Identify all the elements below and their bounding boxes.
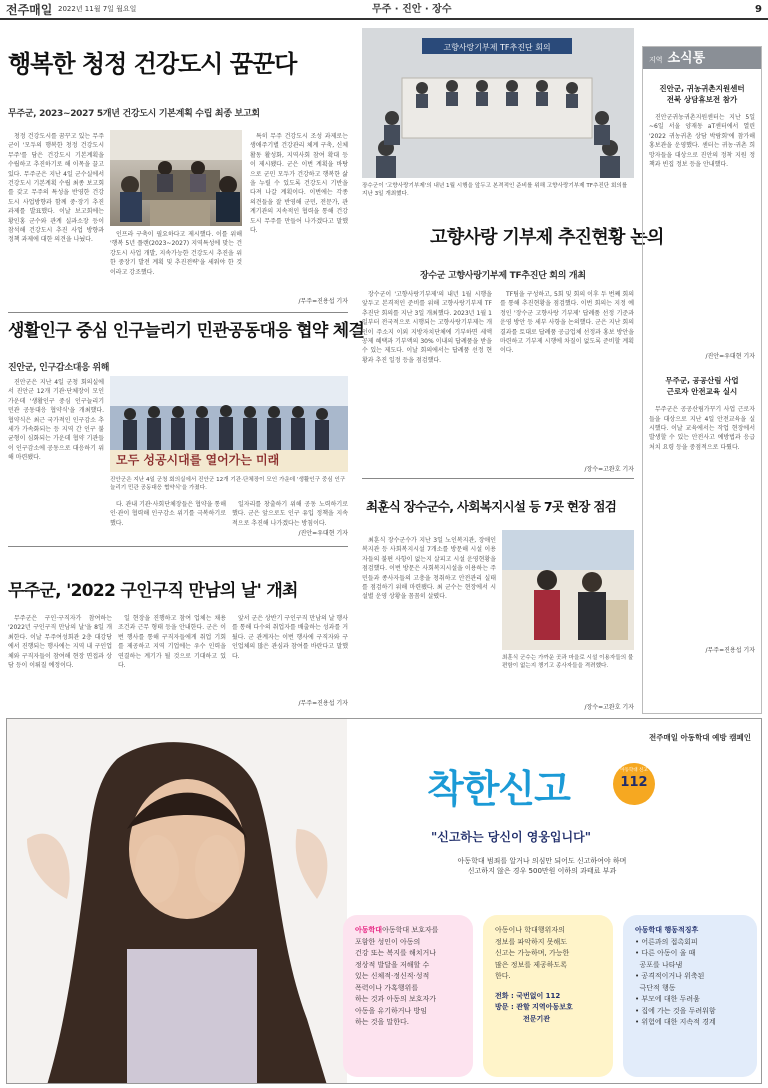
section-title: 무주 · 진안 · 장수 xyxy=(372,4,452,15)
card1-line: 하는 것을 말한다. xyxy=(355,1018,410,1026)
article3-byline: /진안=우대현 기자 xyxy=(298,530,348,537)
card2-line: 정보를 파악하지 못해도 xyxy=(495,937,568,946)
photo-banner-text: 모두 성공시대를 열어가는 미래 xyxy=(116,453,280,467)
article5-col2: 일 현장을 진행하고 참여 업체는 채용 조건과 근무 형태 등을 안내한다. 군은 이번 행사를 통해 구직자들에게 취업 기회를 제공하고 지역 기업에는 우수 인력을 연결하는 계기가 될 것으로 기대하고 있다. xyxy=(118,615,226,670)
sidebar-item1-body: 진안군귀농귀촌지원센터는 지난 5일~6일 서울 양재동 aT센터에서 열린 '2022 귀농귀촌 상담 박람회'에 참가해 홍보관을 운영했다. 센터는 귀농·귀촌 희망자들을 대상으로 진안의 정착 지원 정책과 빈집 정보 등을 안내했다. xyxy=(649,114,755,169)
card1-line: 있는 신체적·정신적·성적 xyxy=(355,972,430,980)
card1-line: 건강 또는 복지를 해치거나 xyxy=(355,949,437,957)
card1-line: 포함한 성인이 아동의 xyxy=(355,937,421,946)
article3-headline: 생활인구 중심 인구늘리기 민관공동대응 협약 체결 xyxy=(8,321,365,341)
tf-meeting-photo xyxy=(362,28,634,178)
sidebar-header xyxy=(643,47,761,69)
card3-item: • 공격적이거나 위축된 xyxy=(635,972,705,980)
ad-desc xyxy=(437,857,647,876)
child-abuse-ad xyxy=(6,718,762,1084)
card3-title: 아동학대 행동적징후 xyxy=(635,926,699,934)
ad-card-signs xyxy=(623,915,757,1077)
ad-desc-line2: 신고하지 않은 경우 500만원 이하의 과태료 부과 xyxy=(467,866,617,875)
article2-col2: TF팀을 구성하고, 5회 및 회의 이후 두 번째 회의를 통해 추진현황을 점검했다. 이번 회의는 지정 예정인 '장수군 고향사랑 기부제' 답례품 선정 기준과 운영 방안 등 세부 사항을 논의했다. 군은 지난 회의 결과를 토대로 답례품 공급업체 선정과 홍보 방안을 마련하고 기부제 시행에 차질이 없도록 준비할 계획이다. xyxy=(500,291,634,355)
ad-title: 착한신고 xyxy=(427,767,570,811)
card2-visit2: 전문기관 xyxy=(523,1014,551,1023)
card3-item: 극단적 행동 xyxy=(635,983,676,992)
ad-card-report xyxy=(483,915,613,1077)
sidebar-item2-body: 무주군은 공공산림가꾸기 사업 근로자들을 대상으로 지난 4일 안전교육을 실시했다. 이날 교육에서는 작업 현장에서 발생할 수 있는 안전사고 예방법과 응급처치 요령 등을 중점적으로 다뤘다. xyxy=(649,406,755,451)
article1-col2: 인프라 구축이 필요하다고 제시했다. 이를 위해 '행복 5년 플랜(2023~2027) 지역특성에 맞는 건강도시 사업 개발, 지속가능한 건강도시 추진을 위한 중장기 발전 계획 및 추진전략'을 세워야 한 것이라고 강조했다. xyxy=(110,231,242,276)
ad-card-definition xyxy=(343,915,473,1077)
article1-byline: /무주=진용섭 기자 xyxy=(298,298,348,305)
visit-photo xyxy=(502,530,634,650)
card2-line: 한다. xyxy=(495,972,511,980)
card3-item: • 어른과의 접촉회피 xyxy=(635,937,698,946)
article2-headline: 고향사랑 기부제 추진현황 논의 xyxy=(430,227,664,248)
badge-label: 아동학대 신고 xyxy=(620,768,648,773)
article2-col1: 장수군이 '고향사랑기부제'의 내년 1월 시행을 앞두고 본격적인 준비를 위해 고향사랑기부제 TF추진단 회의를 지난 3일 개최했다. 2023년 1월 1일부터 전국적으로 시행되는 고향사랑기부제는 개인이 주소지 이외 지방자치단체에 기부하면 세액공제 혜택과 기부액의 30% 이내의 답례품을 받을 수 있는 제도다. 이날 회의에서는 답례품 선정 현황과 추진 일정 등을 점검했다. xyxy=(362,291,492,364)
card2-tel: 전화 : 국번없이 112 xyxy=(495,991,561,1000)
svg-text:고향사랑기부제 TF추진단 회의: 고향사랑기부제 TF추진단 회의 xyxy=(443,43,551,52)
article1-photo xyxy=(110,130,242,226)
article1-subhead: 무주군, 2023~2027 5개년 건강도시 기본계획 수립 최종 보고회 xyxy=(8,109,260,119)
divider xyxy=(8,546,348,547)
article4-photo xyxy=(502,530,634,650)
card3-item: • 다른 아동이 울 때 xyxy=(635,949,696,957)
article4-caption: 최훈식 군수는 가까운 곳과 마을로 시설 이용자들의 불편함이 없는지 챙기고 종사자들을 격려했다. xyxy=(502,655,634,670)
card3-item: • 위험에 대한 지속적 경계 xyxy=(635,1018,716,1026)
article5-headline: 무주군, '2022 구인구직 만남의 날' 개최 xyxy=(8,581,298,601)
issue-date: 2022년 11월 7일 월요일 xyxy=(58,5,137,13)
sidebar-title: 소식통 xyxy=(667,51,706,66)
article2-byline: /장수=고완호 기자 xyxy=(584,466,634,473)
card2-line: 신고는 가능하며, 가능한 xyxy=(495,949,570,957)
sidebar xyxy=(642,46,762,714)
card2-line: 많은 정보를 제공하도록 xyxy=(495,960,568,969)
article5-byline: /무주=진용섭 기자 xyxy=(298,700,348,707)
ad-photo xyxy=(7,719,347,1084)
article3-subhead: 진안군, 인구감소대응 위해 xyxy=(8,363,110,373)
article3-photo xyxy=(110,376,348,472)
sidebar-item2-title: 무주군, 공공산림 사업 근로자 안전교육 실시 xyxy=(665,376,739,397)
card3-item: • 집에 가는 것을 두려워함 xyxy=(635,1006,716,1015)
article3-col2: 다. 관내 기관·사회단체장들은 협약을 통해 인·관이 협력해 인구감소 위기를 극복하기로 했다. xyxy=(110,501,226,527)
sidebar-label: 지역 xyxy=(649,56,663,64)
meeting-photo-illustration xyxy=(110,130,242,226)
card1-lines xyxy=(355,925,461,1029)
article1-col1: 청정 건강도시를 꿈꾸고 있는 무주군이 '모두의 행복한 청정 건강도시 무주'를 담은 건강도시 기본계획을 수립하고 추진하기로 해 이목을 끌고 있다. 무주군은 지난 4일 군수실에서 건강도시 기본계획 수립 최종 보고회를 갖고 무주의 특성을 반영한 건강도시 사업방향과 함께 중·장기 추진과제를 발표했다. 이날 보고회에는 황인홍 군수와 관계 실과소장 등이 참석해 건강도시 추진 사업 방향과 정책 과제에 대한 의견을 나눴다. xyxy=(8,133,104,244)
article5-col1: 무주군은 구인·구직자가 참여하는 '2022년 구인구직 만남의 날'을 8일 개최한다. 이날 무주여성회관 2층 대강당에서 진행되는 행사에는 지역 내 구인업체와 구직자들이 참여해 현장 면접과 상담 등이 이뤄질 예정이다. xyxy=(8,615,112,670)
divider xyxy=(362,478,634,479)
masthead xyxy=(0,0,768,20)
sidebar-item1-byline: /진안=우대현 기자 xyxy=(705,353,755,360)
card1-line: 정상적 발달을 저해할 수 xyxy=(355,960,430,969)
card1-line: 아동학대 보호자를 xyxy=(382,926,439,934)
article5-col3: 앞서 군은 상반기 구인구직 만남의 날 행사를 통해 다수의 취업자를 배출하는 성과를 거뒀다. 군 관계자는 이번 행사에 구직자와 구인업체의 많은 관심과 참여를 바란다고 말했다. xyxy=(232,615,348,660)
badge-number: 112 xyxy=(620,775,648,791)
article4-headline: 최훈식 장수군수, 사회복지시설 등 7곳 현장 점검 xyxy=(366,499,617,514)
page-number: 9 xyxy=(755,4,762,15)
article3-col1: 진안군은 지난 4일 군청 회의실에서 진안군 12개 기관·단체장이 모인 가운데 '생활인구 중심 인구늘리기 민관 공동대응 협약식'을 개최했다. 협약식은 최근 국가적인 인구감소 추세가 가속화되는 등 지역 간 인구 불균형이 심화되는 가운데 협약 기관들이 인구감소에 공동으로 대응하기 위해 마련됐다. xyxy=(8,379,104,462)
article3-caption: 진안군은 지난 4일 군청 회의실에서 진안군 12개 기관·단체장이 모인 가운데 '생활인구 중심 인구늘리기 민관 공동대응 협약식'을 가졌다. xyxy=(110,477,346,492)
card1-line: 하는 것과 아동의 보호자가 xyxy=(355,995,437,1003)
card1-line: 폭력이나 가혹행위를 xyxy=(355,983,419,992)
article2-caption: 장수군이 '고향사랑기부제'의 내년 1월 시행을 앞두고 본격적인 준비를 위해 고향사랑기부제 TF추진단 회의를 지난 3일 개최했다. xyxy=(362,183,628,198)
card2-visit: 방문 : 관할 지역아동보호 xyxy=(495,1003,573,1011)
article1-headline: 행복한 청정 건강도시 꿈꾼다 xyxy=(8,50,297,78)
card3-item: 공포를 나타냄 xyxy=(635,960,683,969)
article4-byline: /장수=고완호 기자 xyxy=(584,704,634,711)
article1-col3: 특히 무주 건강도시 조성 과제로는 생애주기별 건강관리 체계 구축, 신체활동 활성화, 지역사회 참여 확대 등이 제시됐다. 군은 이번 계획을 바탕으로 군민 모두가 건강하고 행복한 삶을 누릴 수 있도록 건강도시 기반을 다져 나갈 계획이다. 이번에는 각종 의견들을 잘 반영해 군민, 전문가, 관계기관의 지속적인 협력을 통해 건강도시 무주를 만들어 나가겠다고 말했다. xyxy=(250,133,348,235)
sidebar-item2-byline: /무주=진용섭 기자 xyxy=(705,647,755,655)
paper-logo: 전주매일 xyxy=(6,3,53,17)
article3-col3: 일자리를 창출하기 위해 공동 노력하기로 했다. 군은 앞으로도 인구 유입 정책을 지속적으로 추진해 나가겠다는 방침이다. xyxy=(232,501,348,527)
card2-line: 아동이나 학대행위자의 xyxy=(495,926,565,934)
card3-item: • 부모에 대한 두려움 xyxy=(635,995,700,1003)
article2-photo xyxy=(362,28,634,178)
card1-line: 아동을 유기하거나 방임 xyxy=(355,1006,428,1015)
sidebar-item1-title: 진안군, 귀농귀촌지원센터 전북 상담휴보전 참가 xyxy=(659,84,745,104)
card1-lead: 아동학대 xyxy=(355,926,383,934)
ad-slogan: "신고하는 당신이 영웅입니다" xyxy=(431,830,591,844)
divider xyxy=(8,312,348,313)
article2-subhead: 장수군 고향사랑기부제 TF추진단 회의 개최 xyxy=(420,271,586,281)
report-112-badge xyxy=(613,763,655,805)
ad-desc-line1: 아동학대 범죄를 알거나 의심만 되어도 신고하여야 하며 xyxy=(457,857,627,865)
article4-col1: 최훈식 장수군수가 지난 3일 노인복지관, 장애인복지관 등 사회복지시설 7개소를 방문해 시설 이용자들의 불편 사항이 없는지 살피고 시설 운영현황을 점검했다. 이번 방문은 사회복지시설을 이용하는 주민들과 종사자들의 고충을 청취하고 안전관리 실태를 점검하기 위해 마련됐다. 최 군수는 현장에서 시설별 운영 상황을 꼼꼼히 살폈다. xyxy=(362,537,496,601)
ad-campaign: 전주매일 아동학대 예방 캠페인 xyxy=(648,733,751,742)
